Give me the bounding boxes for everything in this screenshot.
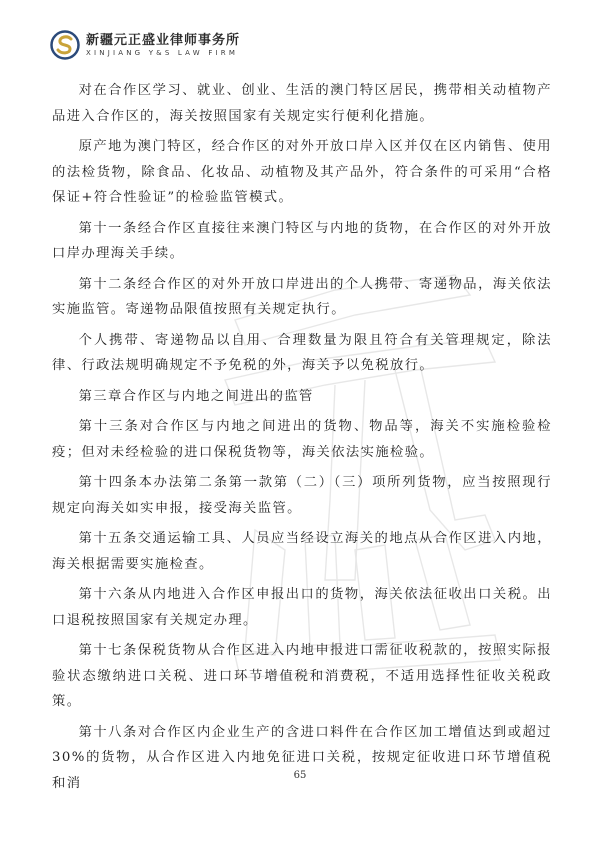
firm-name [86,33,240,58]
firm-name-english: XINJIANG Y&S LAW FIRM [86,48,239,57]
firm-name-chinese: 新疆元正盛业律师事务所 [86,32,241,48]
document-body [52,78,552,801]
paragraph: 对在合作区学习、就业、创业、生活的澳门特区居民，携带相关动植物产品进入合作区的，海关按照国家有关规定实行便利化措施。 [52,83,552,124]
article-16: 第十六条从内地进入合作区申报出口的货物，海关依法征收出口关税。出口退税按照国家有关规定办理。 [52,587,552,628]
article-12: 第十二条经合作区的对外开放口岸进出的个人携带、寄递物品，海关依法实施监管。寄递物品限值按照有关规定执行。 [52,276,552,317]
paragraph: 原产地为澳门特区，经合作区的对外开放口岸入区并仅在区内销售、使用的法检货物，除食品、化妆品、动植物及其产品外，符合条件的可采用“合格保证+符合性验证”的检验监管模式。 [52,139,552,205]
chapter-3-heading: 第三章合作区与内地之间进出的监管 [78,388,314,404]
page-number: 65 [293,770,307,781]
article-13: 第十三条对合作区与内地之间进出的货物、物品等，海关不实施检验检疫；但对未经检验的进口保税货物等，海关依法实施检验。 [52,419,552,460]
firm-logo-icon [50,30,80,60]
paragraph: 个人携带、寄递物品以自用、合理数量为限且符合有关管理规定，除法律、行政法规明确规定不予免税的外，海关予以免税放行。 [52,332,552,373]
article-11: 第十一条经合作区直接往来澳门特区与内地的货物，在合作区的对外开放口岸办理海关手续。 [52,220,552,261]
article-15: 第十五条交通运输工具、人员应当经设立海关的地点从合作区进入内地，海关根据需要实施检查。 [52,531,552,572]
letterhead [50,30,240,60]
article-14: 第十四条本办法第二条第一款第（二）（三）项所列货物，应当按照现行规定向海关如实申报，接受海关监管。 [52,475,552,516]
article-18: 第十八条对合作区内企业生产的含进口料件在合作区加工增值达到或超过30%的货物，从合作区进入内地免征进口关税，按规定征收进口环节增值税和消 [52,724,552,791]
article-17: 第十七条保税货物从合作区进入内地申报进口需征收税款的，按照实际报验状态缴纳进口关税、进口环节增值税和消费税，不适用选择性征收关税政策。 [52,643,552,709]
